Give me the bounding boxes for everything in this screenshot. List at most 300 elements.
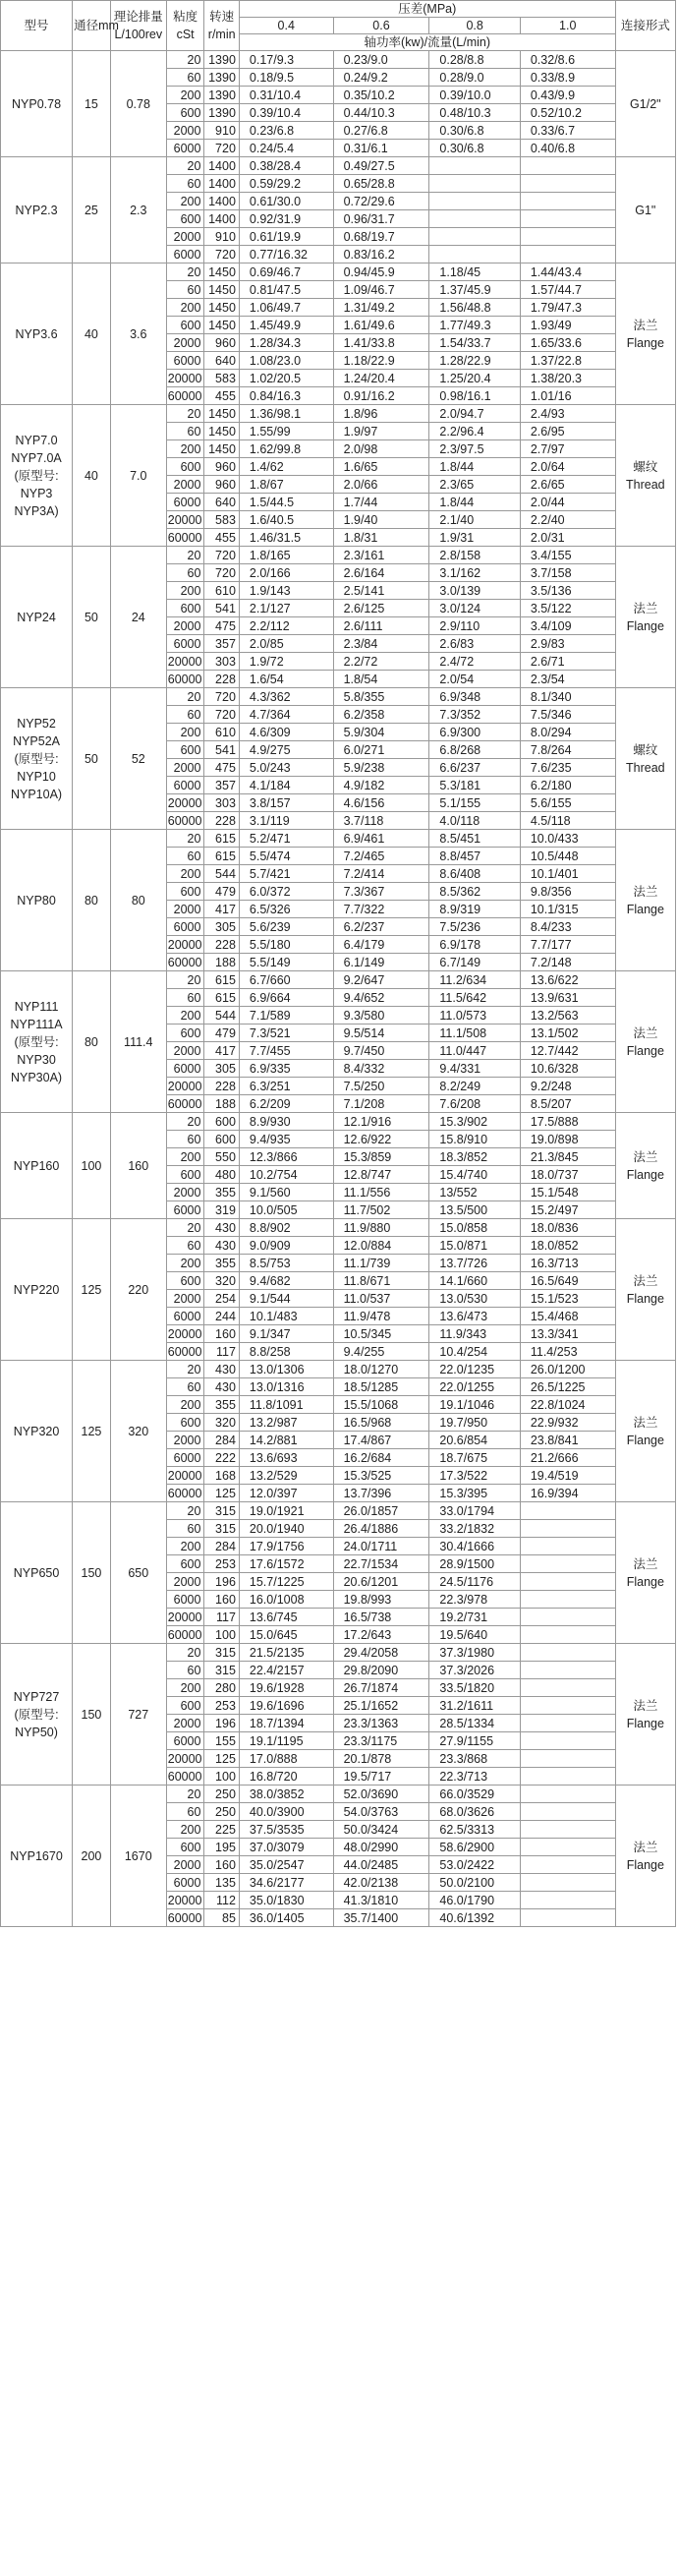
connection-line: Flange bbox=[626, 1857, 664, 1872]
viscosity-cell: 60 bbox=[166, 69, 204, 87]
power-flow-cell: 9.4/331 bbox=[429, 1060, 520, 1078]
header-viscosity-line2: cSt bbox=[176, 28, 195, 41]
power-flow-cell: 6.9/461 bbox=[333, 830, 429, 848]
power-flow-cell: 0.68/19.7 bbox=[333, 228, 429, 246]
power-flow-cell: 2.2/40 bbox=[520, 511, 615, 529]
speed-cell: 417 bbox=[204, 1042, 239, 1060]
header-model: 型号 bbox=[1, 1, 73, 51]
power-flow-cell: 50.0/2100 bbox=[429, 1874, 520, 1892]
power-flow-cell: 5.2/471 bbox=[239, 830, 333, 848]
table-row bbox=[1, 971, 676, 989]
viscosity-cell: 20000 bbox=[166, 794, 204, 812]
power-flow-cell: 4.5/118 bbox=[520, 812, 615, 830]
power-flow-cell: 9.1/560 bbox=[239, 1184, 333, 1201]
model-cell bbox=[1, 1113, 73, 1219]
power-flow-cell: 19.1/1046 bbox=[429, 1396, 520, 1414]
power-flow-cell bbox=[520, 228, 615, 246]
power-flow-cell: 5.8/355 bbox=[333, 688, 429, 706]
power-flow-cell: 22.3/978 bbox=[429, 1591, 520, 1609]
header-values-caption: 轴功率(kw)/流量(L/min) bbox=[239, 34, 615, 51]
power-flow-cell: 26.4/1886 bbox=[333, 1520, 429, 1538]
power-flow-cell bbox=[429, 228, 520, 246]
connection-cell bbox=[615, 51, 675, 157]
power-flow-cell: 22.3/713 bbox=[429, 1768, 520, 1786]
model-cell bbox=[1, 51, 73, 157]
power-flow-cell: 13.0/1306 bbox=[239, 1361, 333, 1378]
viscosity-cell: 600 bbox=[166, 1166, 204, 1184]
power-flow-cell: 11.8/671 bbox=[333, 1272, 429, 1290]
viscosity-cell: 60000 bbox=[166, 1626, 204, 1644]
model-name-line: NYP160 bbox=[13, 1158, 60, 1173]
connection-cell bbox=[615, 547, 675, 688]
viscosity-cell: 600 bbox=[166, 104, 204, 122]
speed-cell: 910 bbox=[204, 228, 239, 246]
speed-cell: 720 bbox=[204, 564, 239, 582]
connection-cell bbox=[615, 1644, 675, 1786]
power-flow-cell bbox=[520, 1520, 615, 1538]
power-flow-cell: 21.5/2135 bbox=[239, 1644, 333, 1662]
viscosity-cell: 20000 bbox=[166, 1078, 204, 1095]
power-flow-cell: 2.2/112 bbox=[239, 617, 333, 635]
model-name-line: NYP1670 bbox=[10, 1848, 63, 1863]
power-flow-cell bbox=[520, 1591, 615, 1609]
table-row bbox=[1, 1219, 676, 1237]
viscosity-cell: 60 bbox=[166, 1662, 204, 1679]
viscosity-cell: 60 bbox=[166, 706, 204, 724]
power-flow-cell: 8.1/340 bbox=[520, 688, 615, 706]
connection-line: G1/2" bbox=[630, 96, 661, 111]
power-flow-cell: 33.0/1794 bbox=[429, 1502, 520, 1520]
power-flow-cell: 48.0/2990 bbox=[333, 1839, 429, 1856]
speed-cell: 168 bbox=[204, 1467, 239, 1485]
viscosity-cell: 6000 bbox=[166, 918, 204, 936]
power-flow-cell: 2.0/94.7 bbox=[429, 405, 520, 423]
power-flow-cell bbox=[520, 1839, 615, 1856]
viscosity-cell: 60 bbox=[166, 1378, 204, 1396]
speed-cell: 610 bbox=[204, 724, 239, 741]
bore-cell: 15 bbox=[73, 51, 111, 157]
power-flow-cell: 6.9/348 bbox=[429, 688, 520, 706]
power-flow-cell: 0.84/16.3 bbox=[239, 387, 333, 405]
power-flow-cell bbox=[520, 1892, 615, 1909]
power-flow-cell: 31.2/1611 bbox=[429, 1697, 520, 1715]
power-flow-cell: 15.3/859 bbox=[333, 1148, 429, 1166]
power-flow-cell: 15.2/497 bbox=[520, 1201, 615, 1219]
connection-cell bbox=[615, 1361, 675, 1502]
connection-cell bbox=[615, 830, 675, 971]
viscosity-cell: 200 bbox=[166, 1396, 204, 1414]
power-flow-cell: 12.0/884 bbox=[333, 1237, 429, 1255]
viscosity-cell: 6000 bbox=[166, 494, 204, 511]
viscosity-cell: 20 bbox=[166, 971, 204, 989]
viscosity-cell: 20000 bbox=[166, 1609, 204, 1626]
power-flow-cell: 7.5/236 bbox=[429, 918, 520, 936]
power-flow-cell: 5.1/155 bbox=[429, 794, 520, 812]
power-flow-cell: 19.4/519 bbox=[520, 1467, 615, 1485]
power-flow-cell: 15.3/525 bbox=[333, 1467, 429, 1485]
speed-cell: 615 bbox=[204, 989, 239, 1007]
power-flow-cell: 8.8/457 bbox=[429, 848, 520, 865]
power-flow-cell: 66.0/3529 bbox=[429, 1786, 520, 1803]
power-flow-cell: 1.09/46.7 bbox=[333, 281, 429, 299]
speed-cell: 188 bbox=[204, 1095, 239, 1113]
header-pressure-group: 压差(MPa) bbox=[239, 1, 615, 18]
power-flow-cell: 2.0/98 bbox=[333, 440, 429, 458]
power-flow-cell: 24.5/1176 bbox=[429, 1573, 520, 1591]
power-flow-cell: 13.1/502 bbox=[520, 1025, 615, 1042]
power-flow-cell: 17.9/1756 bbox=[239, 1538, 333, 1555]
header-pressure-0-8: 0.8 bbox=[429, 18, 520, 34]
viscosity-cell: 60000 bbox=[166, 529, 204, 547]
displacement-cell: 52 bbox=[110, 688, 166, 830]
power-flow-cell: 12.6/922 bbox=[333, 1131, 429, 1148]
power-flow-cell: 2.7/97 bbox=[520, 440, 615, 458]
power-flow-cell: 15.5/1068 bbox=[333, 1396, 429, 1414]
speed-cell: 305 bbox=[204, 1060, 239, 1078]
speed-cell: 430 bbox=[204, 1361, 239, 1378]
power-flow-cell: 8.6/408 bbox=[429, 865, 520, 883]
viscosity-cell: 20 bbox=[166, 1502, 204, 1520]
power-flow-cell bbox=[520, 1555, 615, 1573]
power-flow-cell: 26.0/1857 bbox=[333, 1502, 429, 1520]
power-flow-cell: 20.6/854 bbox=[429, 1432, 520, 1449]
power-flow-cell: 0.39/10.0 bbox=[429, 87, 520, 104]
connection-line: 法兰 bbox=[633, 601, 658, 615]
power-flow-cell: 18.5/1285 bbox=[333, 1378, 429, 1396]
viscosity-cell: 200 bbox=[166, 1148, 204, 1166]
viscosity-cell: 200 bbox=[166, 1821, 204, 1839]
power-flow-cell: 2.6/164 bbox=[333, 564, 429, 582]
model-name-line: (原型号: bbox=[14, 751, 59, 766]
power-flow-cell: 7.3/367 bbox=[333, 883, 429, 901]
power-flow-cell: 6.2/237 bbox=[333, 918, 429, 936]
power-flow-cell: 1.24/20.4 bbox=[333, 370, 429, 387]
power-flow-cell: 27.9/1155 bbox=[429, 1732, 520, 1750]
model-cell bbox=[1, 263, 73, 405]
table-row bbox=[1, 263, 676, 281]
power-flow-cell: 11.9/880 bbox=[333, 1219, 429, 1237]
connection-line: Flange bbox=[626, 1574, 664, 1589]
power-flow-cell: 1.5/44.5 bbox=[239, 494, 333, 511]
power-flow-cell: 0.28/8.8 bbox=[429, 51, 520, 69]
speed-cell: 480 bbox=[204, 1166, 239, 1184]
power-flow-cell: 11.1/739 bbox=[333, 1255, 429, 1272]
power-flow-cell: 1.28/34.3 bbox=[239, 334, 333, 352]
power-flow-cell: 22.0/1235 bbox=[429, 1361, 520, 1378]
power-flow-cell bbox=[429, 175, 520, 193]
power-flow-cell: 1.8/31 bbox=[333, 529, 429, 547]
viscosity-cell: 200 bbox=[166, 582, 204, 600]
power-flow-cell: 11.9/343 bbox=[429, 1325, 520, 1343]
power-flow-cell: 7.5/346 bbox=[520, 706, 615, 724]
power-flow-cell: 17.2/643 bbox=[333, 1626, 429, 1644]
speed-cell: 303 bbox=[204, 794, 239, 812]
power-flow-cell bbox=[520, 246, 615, 263]
speed-cell: 544 bbox=[204, 1007, 239, 1025]
power-flow-cell: 10.1/401 bbox=[520, 865, 615, 883]
power-flow-cell: 11.5/642 bbox=[429, 989, 520, 1007]
speed-cell: 155 bbox=[204, 1732, 239, 1750]
connection-cell bbox=[615, 971, 675, 1113]
speed-cell: 455 bbox=[204, 529, 239, 547]
power-flow-cell: 9.8/356 bbox=[520, 883, 615, 901]
power-flow-cell: 5.5/474 bbox=[239, 848, 333, 865]
speed-cell: 720 bbox=[204, 140, 239, 157]
power-flow-cell: 1.4/62 bbox=[239, 458, 333, 476]
power-flow-cell: 12.7/442 bbox=[520, 1042, 615, 1060]
speed-cell: 135 bbox=[204, 1874, 239, 1892]
viscosity-cell: 600 bbox=[166, 1697, 204, 1715]
model-name-line: NYP7.0 bbox=[15, 433, 58, 447]
speed-cell: 228 bbox=[204, 936, 239, 954]
power-flow-cell: 0.91/16.2 bbox=[333, 387, 429, 405]
speed-cell: 357 bbox=[204, 777, 239, 794]
power-flow-cell: 19.1/1195 bbox=[239, 1732, 333, 1750]
viscosity-cell: 600 bbox=[166, 317, 204, 334]
power-flow-cell: 11.0/537 bbox=[333, 1290, 429, 1308]
power-flow-cell: 0.33/8.9 bbox=[520, 69, 615, 87]
power-flow-cell: 8.5/753 bbox=[239, 1255, 333, 1272]
viscosity-cell: 20000 bbox=[166, 370, 204, 387]
power-flow-cell: 0.61/30.0 bbox=[239, 193, 333, 210]
viscosity-cell: 2000 bbox=[166, 122, 204, 140]
power-flow-cell: 0.38/28.4 bbox=[239, 157, 333, 175]
power-flow-cell: 2.6/111 bbox=[333, 617, 429, 635]
power-flow-cell: 24.0/1711 bbox=[333, 1538, 429, 1555]
power-flow-cell: 62.5/3313 bbox=[429, 1821, 520, 1839]
power-flow-cell: 3.1/162 bbox=[429, 564, 520, 582]
power-flow-cell: 1.28/22.9 bbox=[429, 352, 520, 370]
power-flow-cell: 5.6/155 bbox=[520, 794, 615, 812]
power-flow-cell: 12.8/747 bbox=[333, 1166, 429, 1184]
power-flow-cell: 13/552 bbox=[429, 1184, 520, 1201]
power-flow-cell: 15.4/468 bbox=[520, 1308, 615, 1325]
model-name-line: NYP30 bbox=[17, 1052, 56, 1067]
viscosity-cell: 60000 bbox=[166, 812, 204, 830]
displacement-cell: 320 bbox=[110, 1361, 166, 1502]
speed-cell: 196 bbox=[204, 1573, 239, 1591]
model-name-line: NYP52 bbox=[17, 716, 56, 731]
power-flow-cell: 2.2/72 bbox=[333, 653, 429, 671]
power-flow-cell: 25.1/1652 bbox=[333, 1697, 429, 1715]
bore-cell: 50 bbox=[73, 547, 111, 688]
power-flow-cell: 9.1/347 bbox=[239, 1325, 333, 1343]
power-flow-cell: 7.2/414 bbox=[333, 865, 429, 883]
model-name-line: NYP24 bbox=[17, 610, 56, 624]
power-flow-cell bbox=[520, 1715, 615, 1732]
speed-cell: 960 bbox=[204, 334, 239, 352]
power-flow-cell: 2.3/97.5 bbox=[429, 440, 520, 458]
viscosity-cell: 2000 bbox=[166, 1715, 204, 1732]
speed-cell: 541 bbox=[204, 741, 239, 759]
power-flow-cell: 3.5/122 bbox=[520, 600, 615, 617]
power-flow-cell: 0.31/10.4 bbox=[239, 87, 333, 104]
power-flow-cell: 2.4/93 bbox=[520, 405, 615, 423]
power-flow-cell: 15.3/902 bbox=[429, 1113, 520, 1131]
power-flow-cell: 1.65/33.6 bbox=[520, 334, 615, 352]
connection-line: G1" bbox=[635, 203, 656, 217]
model-name-line: NYP727 bbox=[13, 1689, 60, 1704]
power-flow-cell bbox=[520, 1697, 615, 1715]
viscosity-cell: 60 bbox=[166, 281, 204, 299]
power-flow-cell: 0.65/28.8 bbox=[333, 175, 429, 193]
viscosity-cell: 60 bbox=[166, 564, 204, 582]
power-flow-cell: 15.7/1225 bbox=[239, 1573, 333, 1591]
power-flow-cell: 0.52/10.2 bbox=[520, 104, 615, 122]
speed-cell: 541 bbox=[204, 600, 239, 617]
power-flow-cell: 11.4/253 bbox=[520, 1343, 615, 1361]
power-flow-cell: 19.0/1921 bbox=[239, 1502, 333, 1520]
power-flow-cell: 2.3/161 bbox=[333, 547, 429, 564]
connection-line: 法兰 bbox=[633, 1840, 658, 1854]
power-flow-cell: 2.5/141 bbox=[333, 582, 429, 600]
viscosity-cell: 600 bbox=[166, 883, 204, 901]
power-flow-cell: 7.8/264 bbox=[520, 741, 615, 759]
power-flow-cell: 36.0/1405 bbox=[239, 1909, 333, 1927]
speed-cell: 355 bbox=[204, 1184, 239, 1201]
viscosity-cell: 60000 bbox=[166, 1768, 204, 1786]
power-flow-cell: 16.8/720 bbox=[239, 1768, 333, 1786]
power-flow-cell: 5.9/304 bbox=[333, 724, 429, 741]
model-cell bbox=[1, 405, 73, 547]
viscosity-cell: 600 bbox=[166, 600, 204, 617]
power-flow-cell: 6.9/664 bbox=[239, 989, 333, 1007]
power-flow-cell: 4.0/118 bbox=[429, 812, 520, 830]
model-cell bbox=[1, 688, 73, 830]
power-flow-cell bbox=[520, 1573, 615, 1591]
bore-cell: 50 bbox=[73, 688, 111, 830]
viscosity-cell: 600 bbox=[166, 1555, 204, 1573]
power-flow-cell: 1.7/44 bbox=[333, 494, 429, 511]
table-row bbox=[1, 688, 676, 706]
header-displacement-line2: L/100rev bbox=[114, 28, 163, 41]
viscosity-cell: 20 bbox=[166, 1644, 204, 1662]
speed-cell: 303 bbox=[204, 653, 239, 671]
displacement-cell: 24 bbox=[110, 547, 166, 688]
power-flow-cell: 13.6/745 bbox=[239, 1609, 333, 1626]
power-flow-cell: 1.31/49.2 bbox=[333, 299, 429, 317]
power-flow-cell: 1.9/40 bbox=[333, 511, 429, 529]
connection-cell bbox=[615, 688, 675, 830]
power-flow-cell: 18.0/1270 bbox=[333, 1361, 429, 1378]
power-flow-cell: 8.4/233 bbox=[520, 918, 615, 936]
power-flow-cell: 37.0/3079 bbox=[239, 1839, 333, 1856]
power-flow-cell: 1.01/16 bbox=[520, 387, 615, 405]
power-flow-cell: 23.8/841 bbox=[520, 1432, 615, 1449]
power-flow-cell: 42.0/2138 bbox=[333, 1874, 429, 1892]
displacement-cell: 650 bbox=[110, 1502, 166, 1644]
power-flow-cell: 20.0/1940 bbox=[239, 1520, 333, 1538]
connection-line: 法兰 bbox=[633, 1149, 658, 1164]
viscosity-cell: 2000 bbox=[166, 1432, 204, 1449]
viscosity-cell: 600 bbox=[166, 1414, 204, 1432]
speed-cell: 1400 bbox=[204, 157, 239, 175]
speed-cell: 475 bbox=[204, 759, 239, 777]
bore-cell: 125 bbox=[73, 1361, 111, 1502]
header-pressure-1-0: 1.0 bbox=[520, 18, 615, 34]
displacement-cell: 2.3 bbox=[110, 157, 166, 263]
power-flow-cell bbox=[520, 1644, 615, 1662]
table-row bbox=[1, 405, 676, 423]
power-flow-cell: 19.6/1696 bbox=[239, 1697, 333, 1715]
power-flow-cell: 16.5/738 bbox=[333, 1609, 429, 1626]
speed-cell: 1390 bbox=[204, 87, 239, 104]
power-flow-cell: 1.36/98.1 bbox=[239, 405, 333, 423]
power-flow-cell: 7.2/148 bbox=[520, 954, 615, 971]
power-flow-cell: 5.3/181 bbox=[429, 777, 520, 794]
viscosity-cell: 200 bbox=[166, 299, 204, 317]
speed-cell: 188 bbox=[204, 954, 239, 971]
power-flow-cell: 13.7/396 bbox=[333, 1485, 429, 1502]
viscosity-cell: 20 bbox=[166, 1361, 204, 1378]
power-flow-cell: 35.0/1830 bbox=[239, 1892, 333, 1909]
power-flow-cell: 16.9/394 bbox=[520, 1485, 615, 1502]
speed-cell: 615 bbox=[204, 971, 239, 989]
power-flow-cell: 13.6/693 bbox=[239, 1449, 333, 1467]
power-flow-cell: 3.7/158 bbox=[520, 564, 615, 582]
power-flow-cell: 6.0/271 bbox=[333, 741, 429, 759]
power-flow-cell: 1.41/33.8 bbox=[333, 334, 429, 352]
speed-cell: 430 bbox=[204, 1378, 239, 1396]
power-flow-cell: 0.83/16.2 bbox=[333, 246, 429, 263]
power-flow-cell: 1.8/54 bbox=[333, 671, 429, 688]
speed-cell: 600 bbox=[204, 1113, 239, 1131]
power-flow-cell: 8.2/249 bbox=[429, 1078, 520, 1095]
power-flow-cell: 3.4/155 bbox=[520, 547, 615, 564]
model-name-line: NYP30A) bbox=[10, 1070, 63, 1084]
viscosity-cell: 200 bbox=[166, 865, 204, 883]
connection-line: Flange bbox=[626, 618, 664, 633]
model-cell bbox=[1, 830, 73, 971]
viscosity-cell: 20000 bbox=[166, 1467, 204, 1485]
power-flow-cell: 46.0/1790 bbox=[429, 1892, 520, 1909]
power-flow-cell: 1.54/33.7 bbox=[429, 334, 520, 352]
speed-cell: 85 bbox=[204, 1909, 239, 1927]
model-name-line: NYP52A bbox=[13, 733, 61, 748]
power-flow-cell: 4.9/275 bbox=[239, 741, 333, 759]
power-flow-cell: 0.39/10.4 bbox=[239, 104, 333, 122]
power-flow-cell: 0.61/19.9 bbox=[239, 228, 333, 246]
speed-cell: 960 bbox=[204, 476, 239, 494]
viscosity-cell: 6000 bbox=[166, 1308, 204, 1325]
power-flow-cell bbox=[520, 1786, 615, 1803]
viscosity-cell: 60000 bbox=[166, 1909, 204, 1927]
connection-line: 法兰 bbox=[633, 1025, 658, 1040]
model-name-line: (原型号: bbox=[14, 1707, 59, 1722]
displacement-cell: 3.6 bbox=[110, 263, 166, 405]
power-flow-cell: 9.4/652 bbox=[333, 989, 429, 1007]
power-flow-cell: 34.6/2177 bbox=[239, 1874, 333, 1892]
power-flow-cell: 23.3/1175 bbox=[333, 1732, 429, 1750]
power-flow-cell: 2.9/83 bbox=[520, 635, 615, 653]
viscosity-cell: 20 bbox=[166, 51, 204, 69]
power-flow-cell bbox=[520, 210, 615, 228]
power-flow-cell: 2.0/85 bbox=[239, 635, 333, 653]
power-flow-cell: 0.35/10.2 bbox=[333, 87, 429, 104]
displacement-cell: 111.4 bbox=[110, 971, 166, 1113]
table-row bbox=[1, 830, 676, 848]
model-name-line: NYP3A) bbox=[14, 503, 59, 518]
power-flow-cell: 12.0/397 bbox=[239, 1485, 333, 1502]
speed-cell: 315 bbox=[204, 1662, 239, 1679]
speed-cell: 160 bbox=[204, 1856, 239, 1874]
speed-cell: 455 bbox=[204, 387, 239, 405]
viscosity-cell: 2000 bbox=[166, 759, 204, 777]
model-name-line: NYP111 bbox=[14, 999, 59, 1014]
speed-cell: 117 bbox=[204, 1343, 239, 1361]
connection-line: 法兰 bbox=[633, 1273, 658, 1288]
power-flow-cell: 17.3/522 bbox=[429, 1467, 520, 1485]
